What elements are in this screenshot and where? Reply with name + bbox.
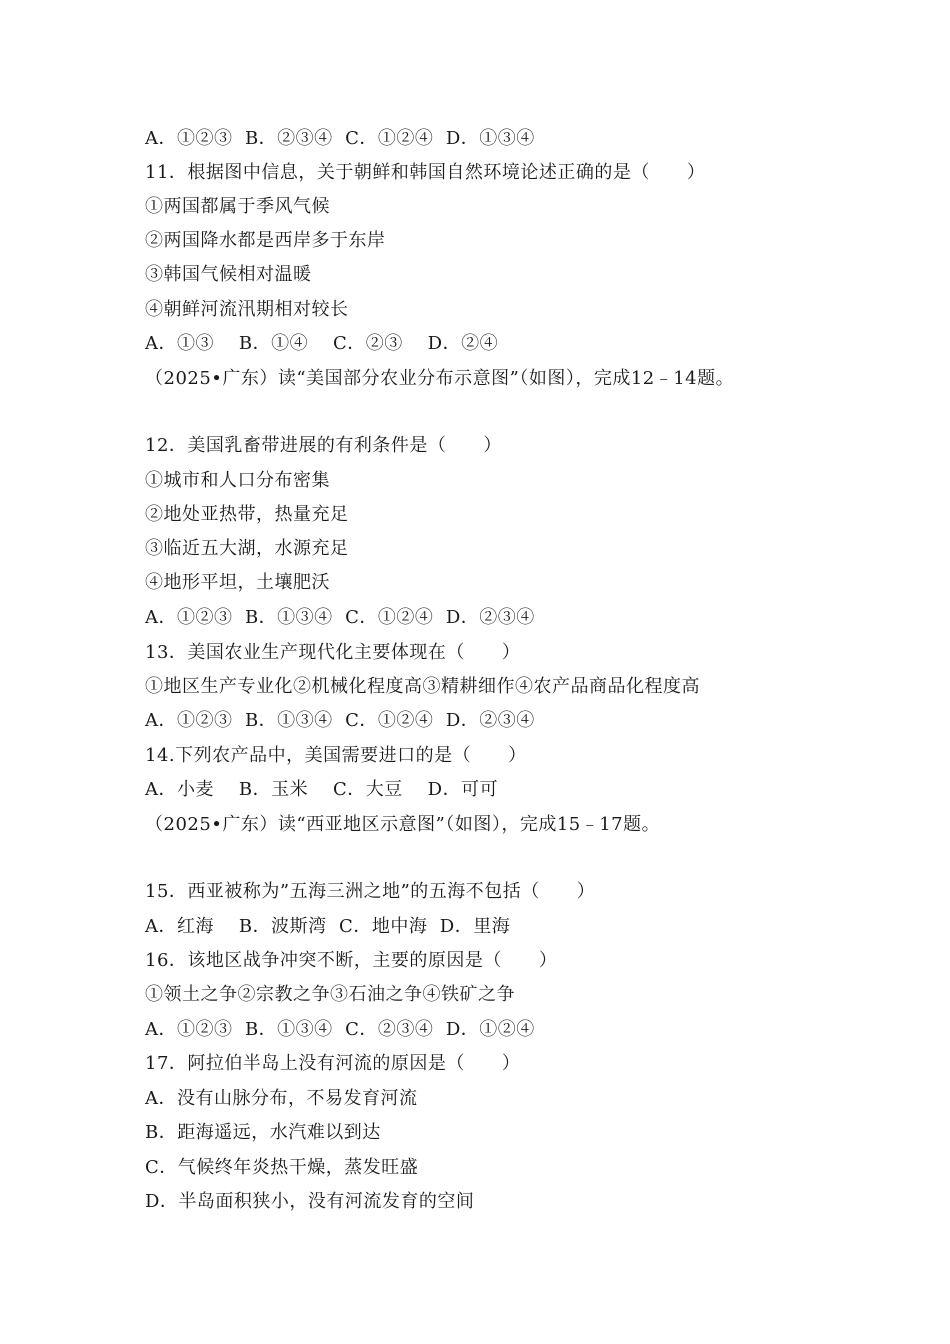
answer-options-q16: A．①②③ B．①③④ C．②③④ D．①②④ bbox=[145, 1019, 535, 1040]
answer-options-q12: A．①②③ B．①③④ C．①②④ D．②③④ bbox=[145, 607, 535, 628]
question-11: 11．根据图中信息，关于朝鲜和韩国自然环境论述正确的是（ ） bbox=[145, 162, 706, 183]
section-intro-usa: （2025•广东）读“美国部分农业分布示意图”（如图），完成12﹣14题。 bbox=[145, 368, 735, 389]
question-14: 14.下列农产品中，美国需要进口的是（ ） bbox=[145, 745, 527, 766]
q11-statement-1: ①两国都属于季风气候 bbox=[145, 196, 330, 217]
q12-statement-1: ①城市和人口分布密集 bbox=[145, 470, 330, 491]
question-12: 12．美国乳畜带进展的有利条件是（ ） bbox=[145, 435, 502, 456]
q11-statement-3: ③韩国气候相对温暖 bbox=[145, 264, 312, 285]
q12-statement-2: ②地处亚热带，热量充足 bbox=[145, 504, 349, 525]
q17-option-a: A．没有山脉分布，不易发育河流 bbox=[145, 1088, 418, 1109]
q11-statement-2: ②两国降水都是西岸多于东岸 bbox=[145, 230, 386, 251]
answer-options-q13: A．①②③ B．①③④ C．①②④ D．②③④ bbox=[145, 710, 535, 731]
section-intro-west-asia: （2025•广东）读“西亚地区示意图”（如图），完成15﹣17题。 bbox=[145, 814, 661, 835]
q17-option-b: B．距海遥远，水汽难以到达 bbox=[145, 1122, 381, 1143]
answer-options-q14: A．小麦 B．玉米 C．大豆 D．可可 bbox=[145, 779, 499, 800]
q12-statement-3: ③临近五大湖，水源充足 bbox=[145, 538, 349, 559]
answer-options-q10: A．①②③ B．②③④ C．①②④ D．①③④ bbox=[145, 128, 535, 149]
q17-option-c: C．气候终年炎热干燥，蒸发旺盛 bbox=[145, 1157, 419, 1178]
answer-options-q11: A．①③ B．①④ C．②③ D．②④ bbox=[145, 333, 499, 354]
question-13: 13．美国农业生产现代化主要体现在（ ） bbox=[145, 642, 521, 663]
q13-statements: ①地区生产专业化②机械化程度高③精耕细作④农产品商品化程度高 bbox=[145, 676, 700, 697]
q17-option-d: D．半岛面积狭小，没有河流发育的空间 bbox=[145, 1191, 475, 1212]
question-15: 15．西亚被称为”五海三洲之地”的五海不包括（ ） bbox=[145, 881, 596, 902]
q11-statement-4: ④朝鲜河流汛期相对较长 bbox=[145, 299, 349, 320]
q12-statement-4: ④地形平坦，土壤肥沃 bbox=[145, 572, 330, 593]
question-16: 16．该地区战争冲突不断，主要的原因是（ ） bbox=[145, 950, 558, 971]
q16-statements: ①领土之争②宗教之争③石油之争④铁矿之争 bbox=[145, 984, 515, 1005]
answer-options-q15: A．红海 B．波斯湾 C．地中海 D．里海 bbox=[145, 916, 511, 937]
question-17: 17．阿拉伯半岛上没有河流的原因是（ ） bbox=[145, 1053, 521, 1074]
